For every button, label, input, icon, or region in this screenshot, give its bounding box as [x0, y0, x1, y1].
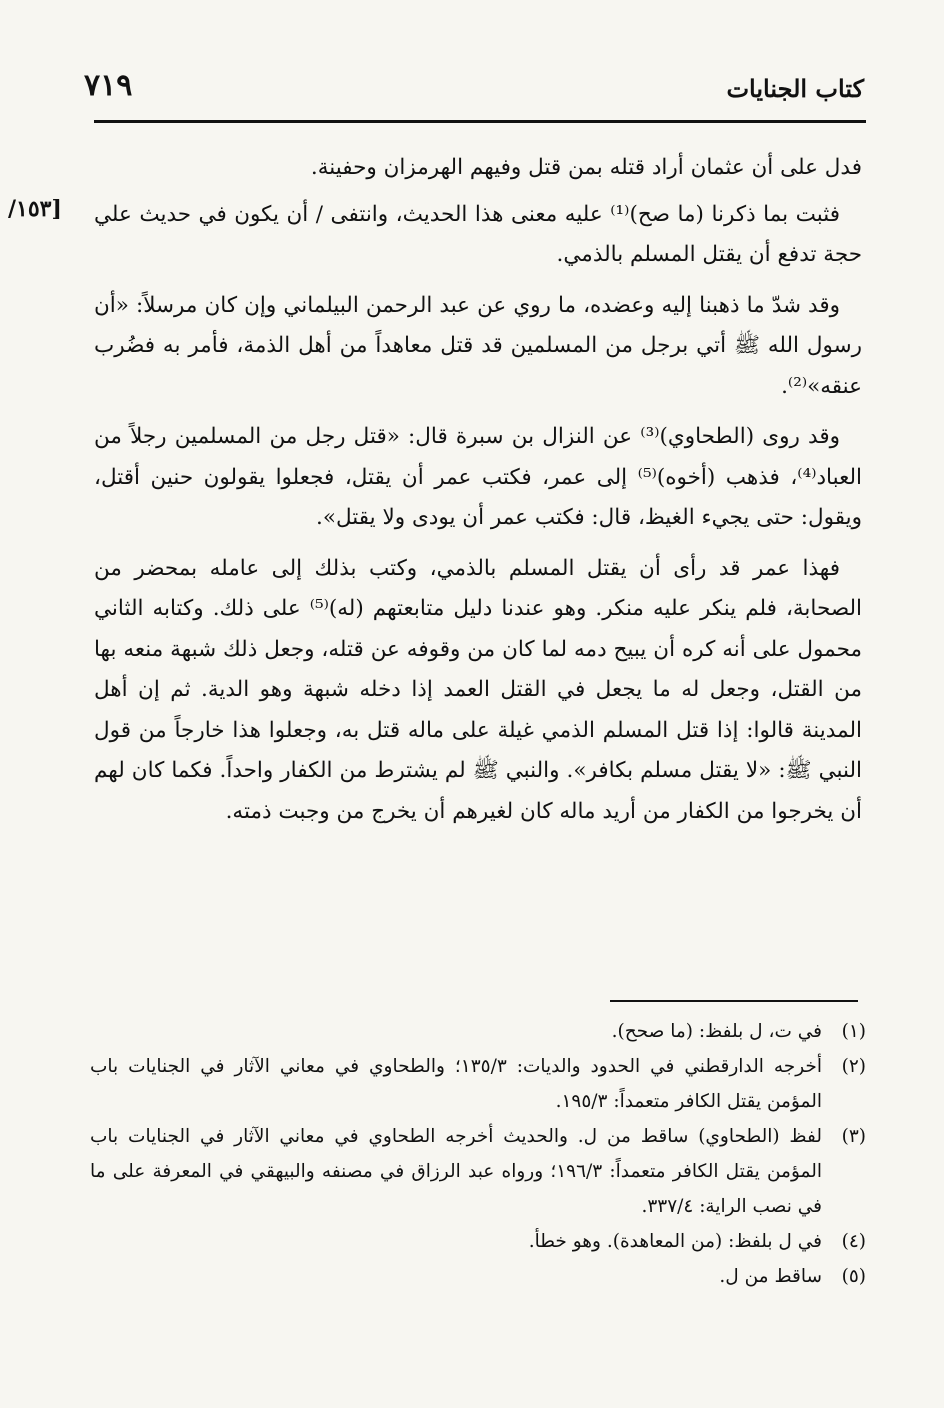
- footnote-text: أخرجه الدارقطني في الحدود والديات: ١٣٥/٣؛ والطحاوي في معاني الآثار في الجنايات باب المؤمن يقتل الكافر متعمداً: ١٩٥/٣.: [90, 1056, 822, 1112]
- footnote-text: ساقط من ل.: [719, 1266, 822, 1287]
- paragraph-2: فثبت بما ذكرنا (ما صح)⁽¹⁾ عليه معنى هذا الحديث، وانتفى / أن يكون في حديث علي حجة تدفع أن يقتل المسلم بالذمي.: [94, 201, 862, 267]
- footnote-rule: [610, 1000, 858, 1002]
- footnote-item: [90, 1259, 866, 1294]
- footnote-item: [90, 1014, 866, 1049]
- paragraph-3: وقد شدّ ما ذهبنا إليه وعضده، ما روي عن عبد الرحمن البيلماني وإن كان مرسلاً: «أن رسول الله ﷺ أتي برجل من المسلمين قد قتل معاهداً من أهل الذمة، فأمر به فضُرب عنقه»⁽²⁾.: [94, 292, 862, 399]
- running-header-title: كتاب الجنايات: [726, 74, 864, 103]
- footnote-number: (٤): [841, 1231, 866, 1252]
- header-rule: [94, 120, 866, 123]
- page-number: ٧١٩: [84, 68, 133, 103]
- footnotes: [90, 1014, 866, 1294]
- main-text: [94, 148, 862, 842]
- paragraph-5: فهذا عمر قد رأى أن يقتل المسلم بالذمي، وكتب بذلك إلى عامله بمحضر من الصحابة، فلم ينكر عليه منكر. وهو عندنا دليل متابعتهم (له)⁽⁵⁾ على ذلك. وكتابه الثاني محمول على أنه كره أن يبيح دمه لما كان من وقوفه عن قتله، وجعل ذلك شبهة منعه بها من القتل، وجعل له ما يجعل في القتل العمد إذا دخله شبهة وهو الدية. ثم إن أهل المدينة قالوا: إذا قتل المسلم الذمي غيلة على ماله قتل به، وجعلوا هذا خارجاً من قول النبي ﷺ: «لا يقتل مسلم بكافر». والنبي ﷺ لم يشترط من الكفار واحداً. فكما كان لهم أن يخرجوا من الكفار من أريد ماله كان لغيرهم أن يخرج من وجبت ذمته.: [94, 555, 862, 824]
- footnote-item: [90, 1119, 866, 1224]
- footnote-number: (٢): [841, 1056, 866, 1077]
- footnote-item: [90, 1224, 866, 1259]
- footnote-text: لفظ (الطحاوي) ساقط من ل. والحديث أخرجه الطحاوي في معاني الآثار في الجنايات باب المؤمن يقتل الكافر متعمداً: ١٩٦/٣؛ ورواه عبد الرزاق في مصنفه والبيهقي في المعرفة على ما في نصب الراية: ٣٣٧/٤.: [90, 1126, 822, 1217]
- paragraph-4: وقد روى (الطحاوي)⁽³⁾ عن النزال بن سبرة قال: «قتل رجل من المسلمين رجلاً من العباد⁽⁴⁾، فذهب (أخوه)⁽⁵⁾ إلى عمر، فكتب عمر أن يقتل، فجعلوا يقولون حنين أقتل، ويقول: حتى يجيء الغيظ، قال: فكتب عمر أن يودى ولا يقتل».: [94, 424, 862, 530]
- footnote-number: (٣): [841, 1126, 866, 1147]
- footnote-number: (٥): [841, 1266, 866, 1287]
- paragraph-1: فدل على أن عثمان أراد قتله بمن قتل وفيهم الهرمزان وحفينة.: [310, 155, 862, 180]
- footnote-text: في ت، ل بلفظ: (ما صحح).: [611, 1021, 822, 1042]
- footnote-number: (١): [841, 1021, 866, 1042]
- footnote-text: في ل بلفظ: (من المعاهدة). وهو خطأ.: [528, 1231, 822, 1252]
- margin-manuscript-ref: [١٥٣/: [8, 196, 62, 222]
- footnote-item: [90, 1049, 866, 1119]
